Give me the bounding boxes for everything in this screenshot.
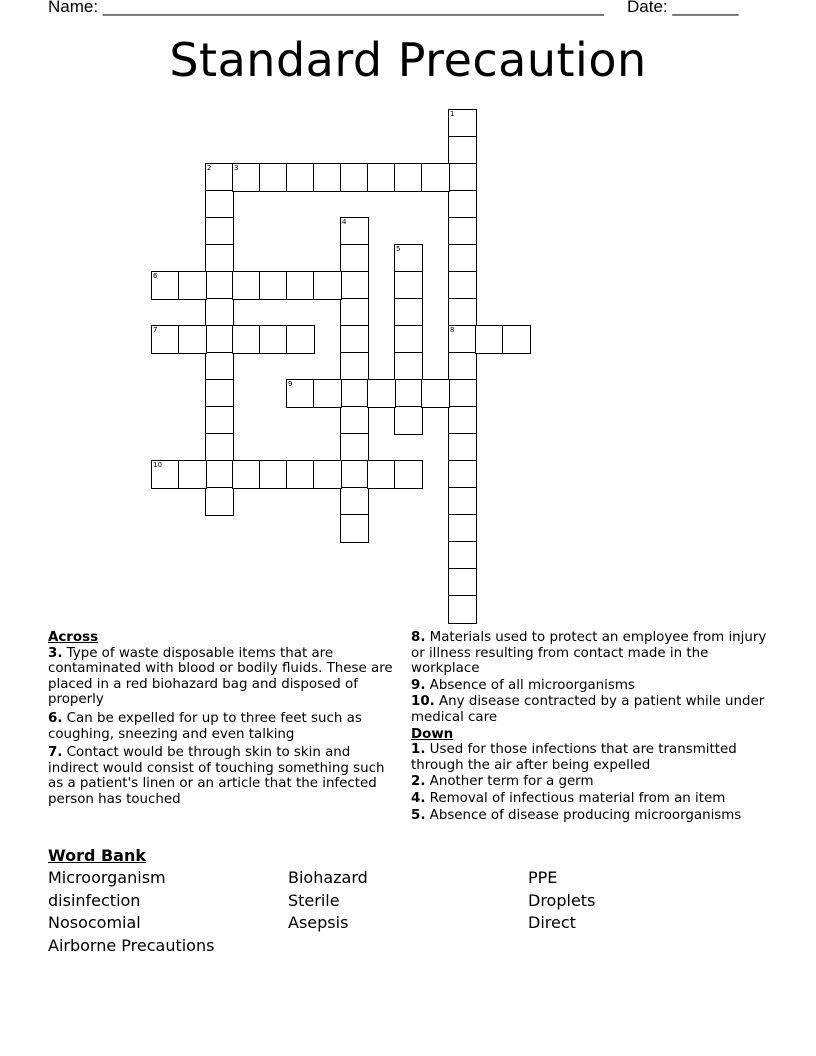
grid-cell[interactable] [448,433,477,462]
grid-cell[interactable] [259,163,288,192]
grid-cell[interactable] [205,271,234,300]
clue-down-2: 2. Another term for a germ [411,774,594,790]
grid-cell[interactable] [286,460,315,489]
grid-cell[interactable] [340,460,369,489]
down-heading: Down [411,726,454,742]
grid-cell[interactable] [448,514,477,543]
word-bank-item: Asepsis [288,913,349,932]
clue-number-label: 9 [288,380,293,388]
grid-cell[interactable] [340,271,369,300]
grid-cell[interactable] [448,136,477,165]
grid-cell[interactable] [448,406,477,435]
word-bank-item: Biohazard [288,868,368,887]
grid-cell[interactable] [205,460,234,489]
grid-cell[interactable] [394,460,423,489]
clue-across-6: 6. Can be expelled for up to three feet such as coughing, sneezing and even talking [48,710,362,742]
clue-number-label: 10 [153,461,162,469]
clue-across-8: 8. Materials used to protect an employee from injury or illness resulting from contact made in the workplace [411,630,767,677]
grid-cell[interactable] [232,460,261,489]
grid-cell[interactable] [340,514,369,543]
grid-cell[interactable] [394,298,423,327]
grid-cell[interactable] [340,352,369,381]
grid-cell[interactable] [205,433,234,462]
grid-cell[interactable] [178,325,207,354]
grid-cell[interactable] [205,325,234,354]
grid-cell[interactable] [340,325,369,354]
grid-cell[interactable] [448,460,477,489]
word-bank-item: PPE [528,868,558,887]
grid-cell[interactable] [205,217,234,246]
grid-cell[interactable] [205,244,234,273]
grid-cell[interactable] [178,271,207,300]
grid-cell[interactable] [313,163,342,192]
clue-across-3: 3. Type of waste disposable items that are contaminated with blood or bodily fluids. These are placed in a red biohazard bag and disposed of properly [48,645,393,708]
word-bank-item: Airborne Precautions [48,936,215,955]
grid-cell[interactable] [448,487,477,516]
clues-right-column [411,630,775,824]
clue-number-label: 6 [153,272,158,280]
clue-number-label: 2 [207,164,212,172]
grid-cell[interactable] [340,433,369,462]
clue-across-10: 10. Any disease contracted by a patient while under medical care [411,694,765,725]
grid-cell[interactable] [448,568,477,597]
grid-cell[interactable] [259,325,288,354]
grid-cell[interactable] [394,352,423,381]
grid-cell[interactable] [448,352,477,381]
grid-cell[interactable] [178,460,207,489]
word-bank-item: Microorganism [48,868,166,887]
clue-number-label: 7 [153,326,158,334]
word-bank-item: Nosocomial [48,913,141,932]
clue-number-label: 3 [234,164,239,172]
across-heading: Across [48,630,99,645]
clue-down-5: 5. Absence of disease producing microorganisms [411,807,742,823]
grid-cell[interactable] [205,379,234,408]
grid-cell[interactable] [259,271,288,300]
clue-number-label: 4 [342,218,347,226]
grid-cell[interactable] [394,379,423,408]
grid-cell[interactable] [448,190,477,219]
grid-cell[interactable] [205,190,234,219]
grid-cell[interactable] [313,271,342,300]
grid-cell[interactable] [502,325,531,354]
grid-cell[interactable] [232,271,261,300]
grid-cell[interactable] [340,163,369,192]
clue-number-label: 1 [450,110,455,118]
grid-cell[interactable] [367,379,396,408]
grid-cell[interactable] [448,244,477,273]
page-title: Standard Precaution [169,33,647,87]
grid-cell[interactable] [394,271,423,300]
grid-cell[interactable] [286,325,315,354]
grid-cell[interactable] [421,163,450,192]
grid-cell[interactable] [205,406,234,435]
grid-cell[interactable] [205,487,234,516]
grid-cell[interactable] [340,487,369,516]
grid-cell[interactable] [286,163,315,192]
date-field-label: Date: _______ [627,0,739,16]
clue-down-1: 1. Used for those infections that are transmitted through the air after being expelled [411,742,737,773]
grid-cell[interactable] [394,406,423,435]
clue-across-9: 9. Absence of all microorganisms [411,677,635,693]
clue-across-7: 7. Contact would be through skin to skin and indirect would consist of touching something such as a patient's linen or an article that the infected person has touched [48,745,385,807]
grid-cell[interactable] [421,379,450,408]
grid-cell[interactable] [448,379,477,408]
grid-cell[interactable] [448,541,477,570]
grid-cell[interactable] [367,460,396,489]
grid-cell[interactable] [367,163,396,192]
clue-number-label: 5 [396,245,401,253]
grid-cell[interactable] [340,379,369,408]
grid-cell[interactable] [448,217,477,246]
grid-cell[interactable] [394,325,423,354]
grid-cell[interactable] [394,163,423,192]
grid-cell[interactable] [313,379,342,408]
clue-down-4: 4. Removal of infectious material from an item [411,790,726,806]
grid-cell[interactable] [475,325,504,354]
word-bank-heading: Word Bank [48,846,147,865]
grid-cell[interactable] [448,271,477,300]
word-bank-item: Direct [528,913,576,932]
word-bank-item: Droplets [528,891,596,910]
grid-cell[interactable] [340,244,369,273]
clues-left-column [48,630,400,811]
name-field-label: Name: _____________________________________________________ [48,0,604,16]
clue-number-label: 8 [450,326,455,334]
grid-cell[interactable] [340,406,369,435]
grid-cell[interactable] [448,163,477,192]
grid-cell[interactable] [205,298,234,327]
word-bank-item: disinfection [48,891,141,910]
grid-cell[interactable] [205,352,234,381]
grid-cell[interactable] [448,298,477,327]
grid-cell[interactable] [286,271,315,300]
grid-cell[interactable] [340,298,369,327]
grid-cell[interactable] [448,595,477,624]
grid-cell[interactable] [232,325,261,354]
grid-cell[interactable] [259,460,288,489]
grid-cell[interactable] [313,460,342,489]
word-bank-item: Sterile [288,891,340,910]
